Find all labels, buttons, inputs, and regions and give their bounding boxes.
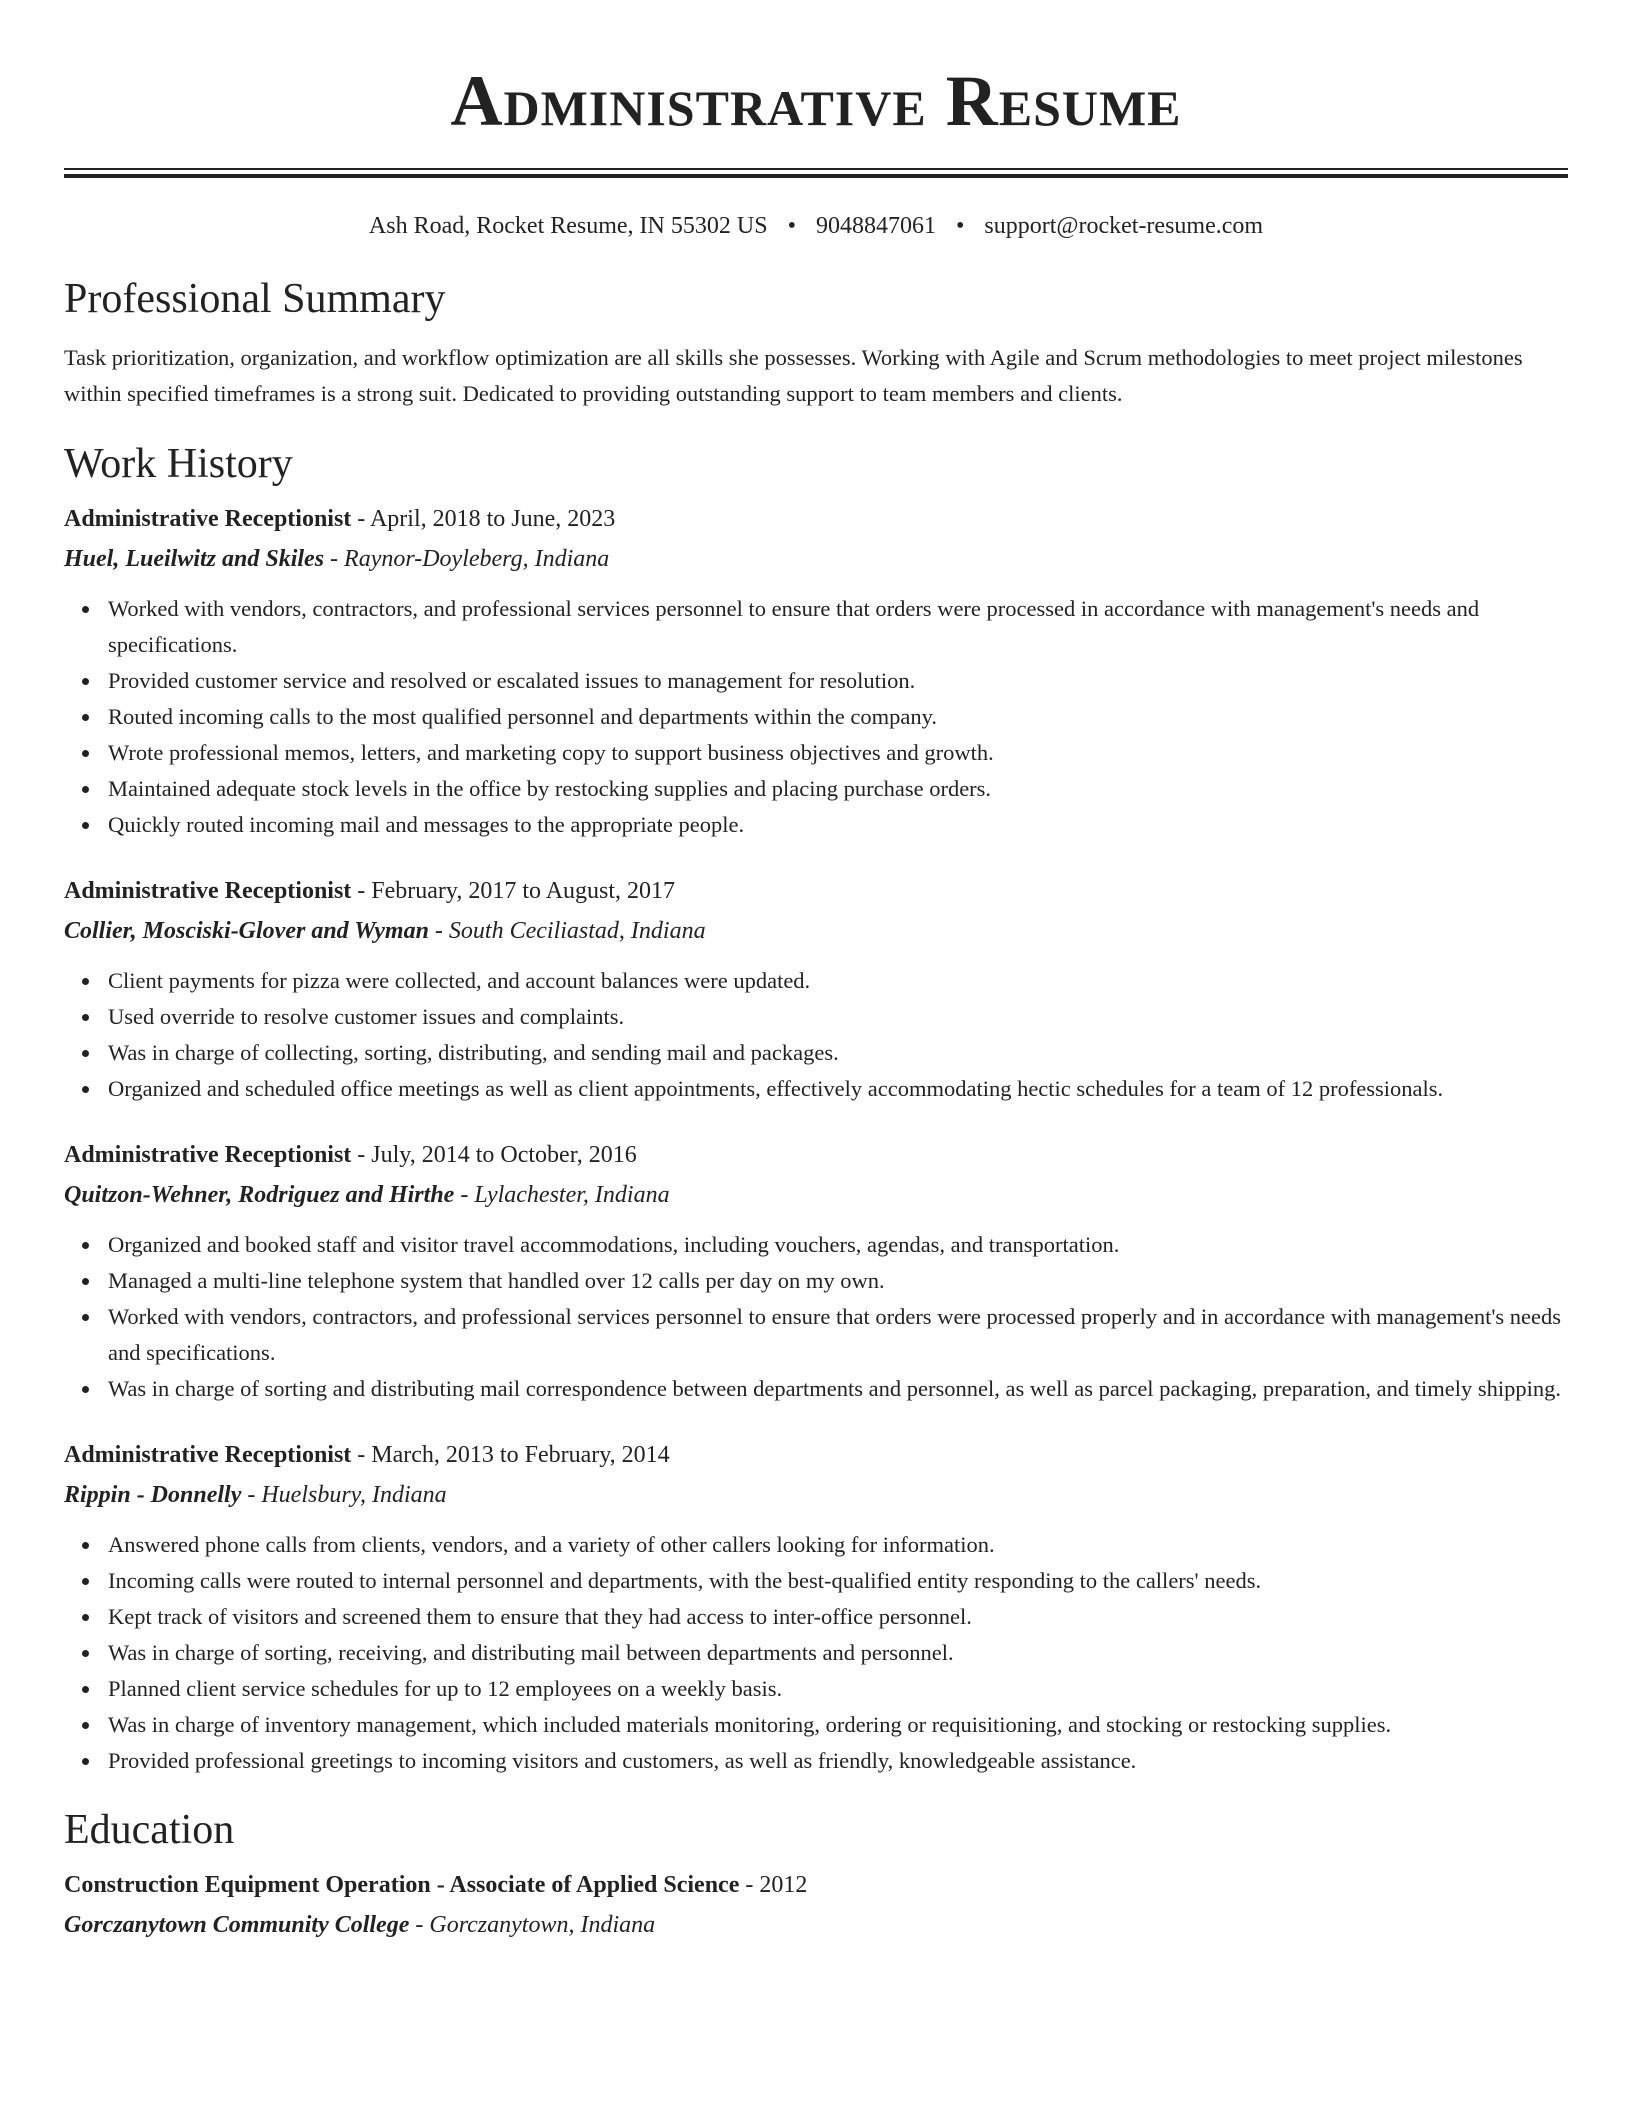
job-role: Administrative Receptionist xyxy=(64,1142,352,1168)
list-item: Organized and booked staff and visitor travel accommodations, including vouchers, agendas, and transportation. xyxy=(108,1227,1568,1263)
list-item: Used override to resolve customer issues and complaints. xyxy=(108,999,1568,1035)
job-company-line xyxy=(64,911,1568,951)
job-dates: - July, 2014 to October, 2016 xyxy=(351,1142,637,1168)
job-company: Huel, Lueilwitz and Skiles xyxy=(64,546,325,572)
job-entry xyxy=(64,1135,1568,1407)
list-item: Answered phone calls from clients, vendors, and a variety of other callers looking for information. xyxy=(108,1527,1568,1563)
contact-line xyxy=(64,211,1568,241)
job-role: Administrative Receptionist xyxy=(64,1442,352,1468)
list-item: Incoming calls were routed to internal personnel and departments, with the best-qualified entity responding to the callers' needs. xyxy=(108,1563,1568,1599)
education-entry xyxy=(64,1865,1568,1945)
education-year: - 2012 xyxy=(739,1872,808,1898)
list-item: Provided professional greetings to incoming visitors and customers, as well as friendly, knowledgeable assistance. xyxy=(108,1743,1568,1779)
education-degree-line xyxy=(64,1865,1568,1905)
list-item: Client payments for pizza were collected, and account balances were updated. xyxy=(108,963,1568,999)
education-degree: Construction Equipment Operation - Associate of Applied Science xyxy=(64,1872,740,1898)
job-location: - South Ceciliastad, Indiana xyxy=(428,918,706,944)
job-company: Quitzon-Wehner, Rodriguez and Hirthe xyxy=(64,1182,455,1208)
job-location: - Raynor-Doyleberg, Indiana xyxy=(324,546,610,572)
job-entry xyxy=(64,871,1568,1107)
job-entry xyxy=(64,1435,1568,1779)
education-school-line xyxy=(64,1905,1568,1945)
title-divider xyxy=(64,168,1568,178)
list-item: Organized and scheduled office meetings as well as client appointments, effectively accommodating hectic schedules for a team of 12 professionals. xyxy=(108,1071,1568,1107)
list-item: Maintained adequate stock levels in the office by restocking supplies and placing purchase orders. xyxy=(108,771,1568,807)
job-bullet-list xyxy=(64,1227,1568,1407)
list-item: Worked with vendors, contractors, and professional services personnel to ensure that orders were processed properly and in accordance with management's needs and specifications. xyxy=(108,1299,1568,1371)
list-item: Managed a multi-line telephone system that handled over 12 calls per day on my own. xyxy=(108,1263,1568,1299)
education-school: Gorczanytown Community College xyxy=(64,1912,410,1938)
list-item: Was in charge of inventory management, which included materials monitoring, ordering or requisitioning, and stocking or restocking supplies. xyxy=(108,1707,1568,1743)
list-item: Worked with vendors, contractors, and professional services personnel to ensure that orders were processed in accordance with management's needs and specifications. xyxy=(108,591,1568,663)
job-role: Administrative Receptionist xyxy=(64,506,352,532)
summary-text: Task prioritization, organization, and workflow optimization are all skills she possesses. Working with Agile and Scrum methodologies to meet project milestones within specified timeframes is a strong suit. Dedicated to providing outstanding support to team members and clients. xyxy=(64,345,1523,406)
job-title-line xyxy=(64,499,1568,539)
resume-title: Administrative Resume xyxy=(450,61,1182,141)
contact-email: support@rocket-resume.com xyxy=(984,213,1264,239)
job-entry xyxy=(64,499,1568,843)
job-dates: - March, 2013 to February, 2014 xyxy=(351,1442,670,1468)
list-item: Quickly routed incoming mail and messages to the appropriate people. xyxy=(108,807,1568,843)
job-bullet-list xyxy=(64,1527,1568,1779)
list-item: Was in charge of sorting, receiving, and distributing mail between departments and personnel. xyxy=(108,1635,1568,1671)
job-bullet-list xyxy=(64,591,1568,843)
education-location: - Gorczanytown, Indiana xyxy=(409,1912,656,1938)
job-company-line xyxy=(64,1175,1568,1215)
job-title-line xyxy=(64,871,1568,911)
job-location: - Lylachester, Indiana xyxy=(454,1182,670,1208)
education-heading: Education xyxy=(64,1807,235,1853)
job-dates: - February, 2017 to August, 2017 xyxy=(351,878,676,904)
contact-address: Ash Road, Rocket Resume, IN 55302 US xyxy=(368,213,768,239)
job-company: Collier, Mosciski-Glover and Wyman xyxy=(64,918,429,944)
work-history-heading: Work History xyxy=(64,441,293,487)
job-title-line xyxy=(64,1135,1568,1175)
job-company-line xyxy=(64,539,1568,579)
list-item: Kept track of visitors and screened them to ensure that they had access to inter-office personnel. xyxy=(108,1599,1568,1635)
summary-heading: Professional Summary xyxy=(64,276,446,322)
job-location: - Huelsbury, Indiana xyxy=(241,1482,447,1508)
job-dates: - April, 2018 to June, 2023 xyxy=(351,506,616,532)
list-item: Was in charge of collecting, sorting, distributing, and sending mail and packages. xyxy=(108,1035,1568,1071)
job-company-line xyxy=(64,1475,1568,1515)
contact-separator: • xyxy=(787,213,796,239)
job-title-line xyxy=(64,1435,1568,1475)
list-item: Routed incoming calls to the most qualified personnel and departments within the company. xyxy=(108,699,1568,735)
list-item: Planned client service schedules for up to 12 employees on a weekly basis. xyxy=(108,1671,1568,1707)
list-item: Provided customer service and resolved or escalated issues to management for resolution. xyxy=(108,663,1568,699)
job-role: Administrative Receptionist xyxy=(64,878,352,904)
contact-phone: 9048847061 xyxy=(815,213,936,239)
list-item: Wrote professional memos, letters, and marketing copy to support business objectives and growth. xyxy=(108,735,1568,771)
job-bullet-list xyxy=(64,963,1568,1107)
job-company: Rippin - Donnelly xyxy=(64,1482,242,1508)
contact-separator: • xyxy=(955,213,965,239)
list-item: Was in charge of sorting and distributing mail correspondence between departments and personnel, as well as parcel packaging, preparation, and timely shipping. xyxy=(108,1371,1568,1407)
